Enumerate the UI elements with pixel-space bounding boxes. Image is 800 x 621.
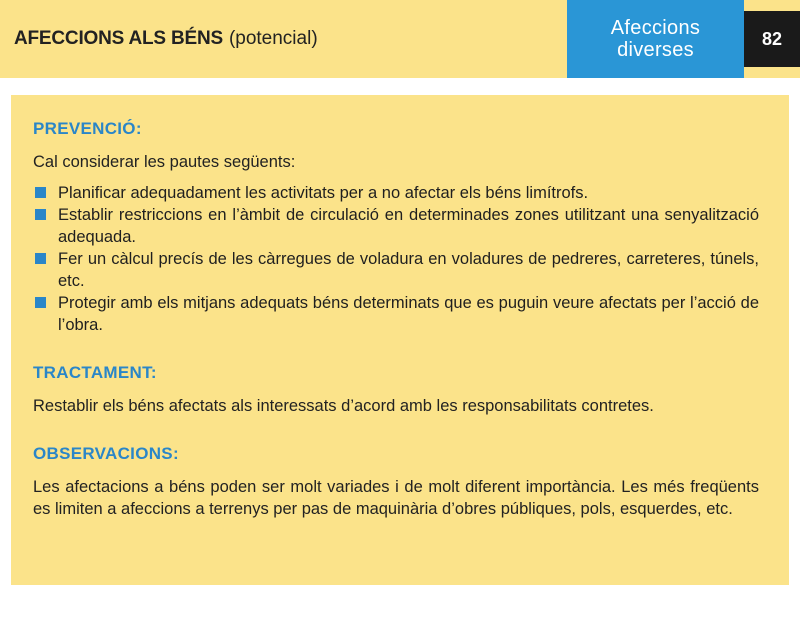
list-item — [33, 248, 759, 292]
list-item-text: Fer un càlcul precís de les càrregues de voladura en voladures de pedreres, carreteres, túnels, etc. — [58, 250, 759, 290]
section-tab — [567, 0, 744, 78]
prevencio-heading: PREVENCIÓ: — [33, 119, 142, 138]
tractament-heading: TRACTAMENT: — [33, 363, 157, 382]
page-title-main: AFECCIONS ALS BÉNS — [14, 28, 223, 49]
tractament-text: Restablir els béns afectats als interessats d’acord amb les responsabilitats contretes. — [33, 397, 654, 415]
prevencio-bullet-list — [33, 182, 759, 336]
square-bullet-icon — [35, 297, 46, 308]
list-item — [33, 292, 759, 336]
square-bullet-icon — [35, 209, 46, 220]
square-bullet-icon — [35, 187, 46, 198]
page-number-box — [744, 11, 800, 67]
observacions-text: Les afectacions a béns poden ser molt variades i de molt diferent importància. Les més freqüents es limiten a afeccions a terrenys per pas de maquinària d’obres públiques, pols, esquerdes, etc. — [33, 478, 759, 518]
section-label: Afeccions diverses — [610, 17, 701, 61]
content-panel — [11, 95, 789, 585]
list-item-text: Planificar adequadament les activitats per a no afectar els béns limítrofs. — [58, 184, 589, 202]
observacions-heading: OBSERVACIONS: — [33, 444, 179, 463]
list-item — [33, 182, 759, 204]
list-item-text: Protegir amb els mitjans adequats béns determinats que es puguin veure afectats per l’acció de l’obra. — [58, 294, 759, 334]
list-item — [33, 204, 759, 248]
page-number: 82 — [761, 28, 783, 49]
page-title — [14, 27, 318, 51]
page-title-qualifier: (potencial) — [228, 28, 318, 49]
square-bullet-icon — [35, 253, 46, 264]
prevencio-intro: Cal considerar les pautes següents: — [33, 153, 296, 171]
list-item-text: Establir restriccions en l’àmbit de circulació en determinades zones utilitzant una senyalització adequada. — [58, 206, 759, 246]
